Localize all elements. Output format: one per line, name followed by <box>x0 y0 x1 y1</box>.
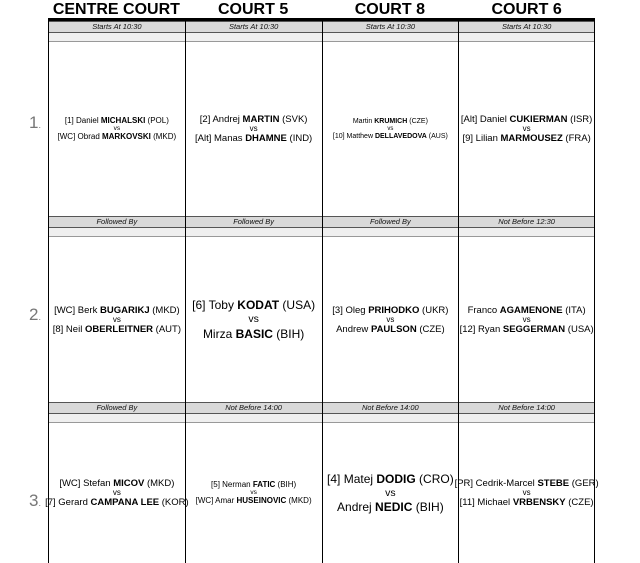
versus-label: vs <box>248 313 259 326</box>
player-one <box>332 305 448 316</box>
player-pre: [PR] Cedrik-Marcel <box>454 478 538 489</box>
cell-divider <box>49 228 185 237</box>
player-pre: [Alt] Manas <box>195 133 246 144</box>
player-surname: BUGARIKJ <box>99 304 150 316</box>
match-start-time: Followed By <box>49 402 185 414</box>
player-surname: MICOV <box>113 478 145 489</box>
player-surname: MARTIN <box>242 114 280 125</box>
court-header-court-8: COURT 8 <box>354 1 425 18</box>
match-cell <box>458 21 595 216</box>
player-surname: CUKIERMAN <box>509 114 568 125</box>
match-cell <box>48 21 185 216</box>
schedule-row <box>29 21 595 216</box>
player-two <box>195 133 312 144</box>
player-pre: [1] Daniel <box>64 115 101 125</box>
schedule-row <box>29 216 595 402</box>
player-two <box>460 324 594 335</box>
player-pre: [6] Toby <box>192 298 238 313</box>
player-post: (CRO) <box>415 471 454 486</box>
player-pre: [12] Ryan <box>459 323 503 335</box>
match-cell <box>185 216 322 402</box>
player-surname: STEBE <box>537 478 570 489</box>
match-start-time: Followed By <box>323 216 459 228</box>
player-surname: OBERLEITNER <box>84 323 154 335</box>
match-start-time: Not Before 14:00 <box>323 402 459 414</box>
player-surname: MARMOUSEZ <box>500 133 563 144</box>
player-two <box>460 497 594 508</box>
player-surname: SEGGERMAN <box>502 323 566 335</box>
player-post: (USA) <box>565 323 594 335</box>
match <box>323 42 459 216</box>
cell-divider <box>459 228 594 237</box>
match <box>186 42 322 216</box>
versus-label: vs <box>522 488 531 497</box>
player-one <box>192 298 315 312</box>
player-post: (MKD) <box>150 132 177 142</box>
match <box>186 237 322 402</box>
player-pre: Andrew <box>336 323 371 335</box>
player-two <box>203 327 304 341</box>
cell-divider <box>186 33 322 42</box>
versus-label: vs <box>387 126 394 132</box>
player-post: (UKR) <box>419 304 449 316</box>
match-cell <box>454 402 599 563</box>
player-surname: BASIC <box>235 326 273 341</box>
court-header-centre-court: CENTRE COURT <box>52 1 180 18</box>
player-surname: DHAMNE <box>245 133 287 144</box>
player-pre: [4] Matej <box>327 471 377 486</box>
player-surname: AGAMENONE <box>499 304 563 316</box>
match <box>323 237 459 402</box>
player-surname: PRIHODKO <box>368 304 420 316</box>
player-post: (GER) <box>569 478 599 489</box>
player-two <box>462 133 590 144</box>
player-surname: KRUMICH <box>374 118 408 125</box>
versus-label: vs <box>112 314 121 324</box>
player-post: (MKD) <box>286 496 312 506</box>
row-number: 1. <box>29 113 41 132</box>
player-pre: [11] Michael <box>459 497 513 508</box>
player-pre: [WC] Obrad <box>57 132 102 142</box>
versus-label: vs <box>113 124 121 132</box>
player-surname: MICHALSKI <box>100 115 146 125</box>
player-pre: [7] Gerard <box>45 497 91 508</box>
player-surname: FATIC <box>252 479 276 489</box>
player-post: (AUS) <box>426 133 448 140</box>
player-one <box>353 117 428 126</box>
player-surname: DELLAVEDOVA <box>374 133 427 140</box>
player-surname: CAMPANA LEE <box>90 497 160 508</box>
player-one <box>54 305 180 316</box>
player-post: (CZE) <box>416 323 445 335</box>
player-two <box>337 500 444 514</box>
player-post: (MKD) <box>149 304 180 316</box>
player-post: (IND) <box>286 133 313 144</box>
player-two <box>336 324 445 335</box>
court-header-court-5: COURT 5 <box>218 1 289 18</box>
player-pre: [2] Andrej <box>199 114 243 125</box>
match <box>186 423 322 563</box>
match-cell <box>322 402 459 563</box>
match-cell <box>322 216 459 402</box>
match <box>459 42 594 216</box>
player-pre: [8] Neil <box>52 323 85 335</box>
match <box>49 237 185 402</box>
cell-divider <box>49 33 185 42</box>
player-pre: [10] Matthew <box>332 133 375 140</box>
player-post: (BIH) <box>275 479 297 489</box>
versus-label: vs <box>250 488 257 496</box>
match-start-time: Not Before 14:00 <box>459 402 594 414</box>
player-post: (CZE) <box>407 118 428 125</box>
player-post: (KOR) <box>159 497 189 508</box>
match-cell <box>185 402 322 563</box>
match <box>459 237 594 402</box>
match-start-time: Not Before 14:00 <box>186 402 322 414</box>
player-post: (BIH) <box>272 326 305 341</box>
match-start-time: Starts At 10:30 <box>323 21 459 33</box>
player-surname: MARKOVSKI <box>101 132 151 142</box>
match-start-time: Starts At 10:30 <box>459 21 594 33</box>
player-one <box>327 472 454 486</box>
player-pre: [5] Nerman <box>211 479 253 489</box>
player-two <box>45 497 189 508</box>
versus-label: vs <box>112 488 121 497</box>
player-two <box>333 132 448 141</box>
player-post: (MKD) <box>144 478 175 489</box>
row-number-value: 2 <box>29 305 39 324</box>
player-post: (ITA) <box>562 304 586 316</box>
cell-divider <box>186 414 322 423</box>
match-start-time: Starts At 10:30 <box>49 21 185 33</box>
match-start-time: Not Before 12:30 <box>459 216 594 228</box>
player-one <box>468 305 586 316</box>
player-post: (USA) <box>279 298 316 313</box>
row-number: 2. <box>29 305 41 324</box>
player-post: (FRA) <box>562 133 591 144</box>
cell-divider <box>323 228 459 237</box>
match-cell <box>48 216 185 402</box>
cell-divider <box>49 414 185 423</box>
row-number: 3. <box>29 491 41 510</box>
match-cell <box>45 402 189 563</box>
court-headers <box>48 0 595 21</box>
player-surname: DODIG <box>376 471 416 486</box>
match-start-time: Followed By <box>49 216 185 228</box>
versus-label: vs <box>522 124 531 133</box>
versus-label: vs <box>522 314 531 324</box>
player-pre: [WC] Berk <box>54 304 100 316</box>
player-two <box>53 324 181 335</box>
cell-divider <box>186 228 322 237</box>
cell-divider <box>459 414 594 423</box>
versus-label: vs <box>249 124 258 133</box>
match-cell <box>322 21 459 216</box>
cell-divider <box>459 33 594 42</box>
player-surname: VRBENSKY <box>512 497 566 508</box>
match-start-time: Starts At 10:30 <box>186 21 322 33</box>
player-pre: Mirza <box>202 326 236 341</box>
player-pre: [WC] Stefan <box>59 478 114 489</box>
match-start-time: Followed By <box>186 216 322 228</box>
player-post: (ISR) <box>567 114 593 125</box>
player-pre: [3] Oleg <box>332 304 369 316</box>
order-of-play <box>29 0 599 563</box>
player-pre: [WC] Amar <box>195 496 237 506</box>
match-cell <box>458 216 595 402</box>
row-number-value: 3 <box>29 491 39 510</box>
schedule-row <box>29 402 599 563</box>
versus-label: vs <box>386 314 395 324</box>
cell-divider <box>323 33 459 42</box>
player-post: (SVK) <box>279 114 308 125</box>
match <box>45 423 189 563</box>
player-two <box>58 132 177 142</box>
player-post: (POL) <box>145 115 169 125</box>
row-number-value: 1 <box>29 113 39 132</box>
court-header-court-6: COURT 6 <box>491 1 562 18</box>
schedule-rows <box>29 21 599 563</box>
match-cell <box>185 21 322 216</box>
match <box>323 423 459 563</box>
player-two <box>196 496 312 506</box>
player-pre: Andrej <box>337 500 376 515</box>
player-post: (CZE) <box>565 497 594 508</box>
cell-divider <box>323 414 459 423</box>
match <box>49 42 185 216</box>
player-surname: PAULSON <box>370 323 417 335</box>
player-pre: [Alt] Daniel <box>460 114 510 125</box>
player-pre: Franco <box>467 304 500 316</box>
player-post: (AUT) <box>153 323 182 335</box>
player-surname: KODAT <box>237 298 280 313</box>
player-pre: Martin <box>352 118 375 125</box>
player-surname: NEDIC <box>375 500 413 515</box>
player-surname: HUSEINOVIC <box>236 496 287 506</box>
player-pre: [9] Lilian <box>462 133 501 144</box>
player-post: (BIH) <box>412 500 444 515</box>
versus-label: vs <box>385 486 396 499</box>
match <box>454 423 599 563</box>
